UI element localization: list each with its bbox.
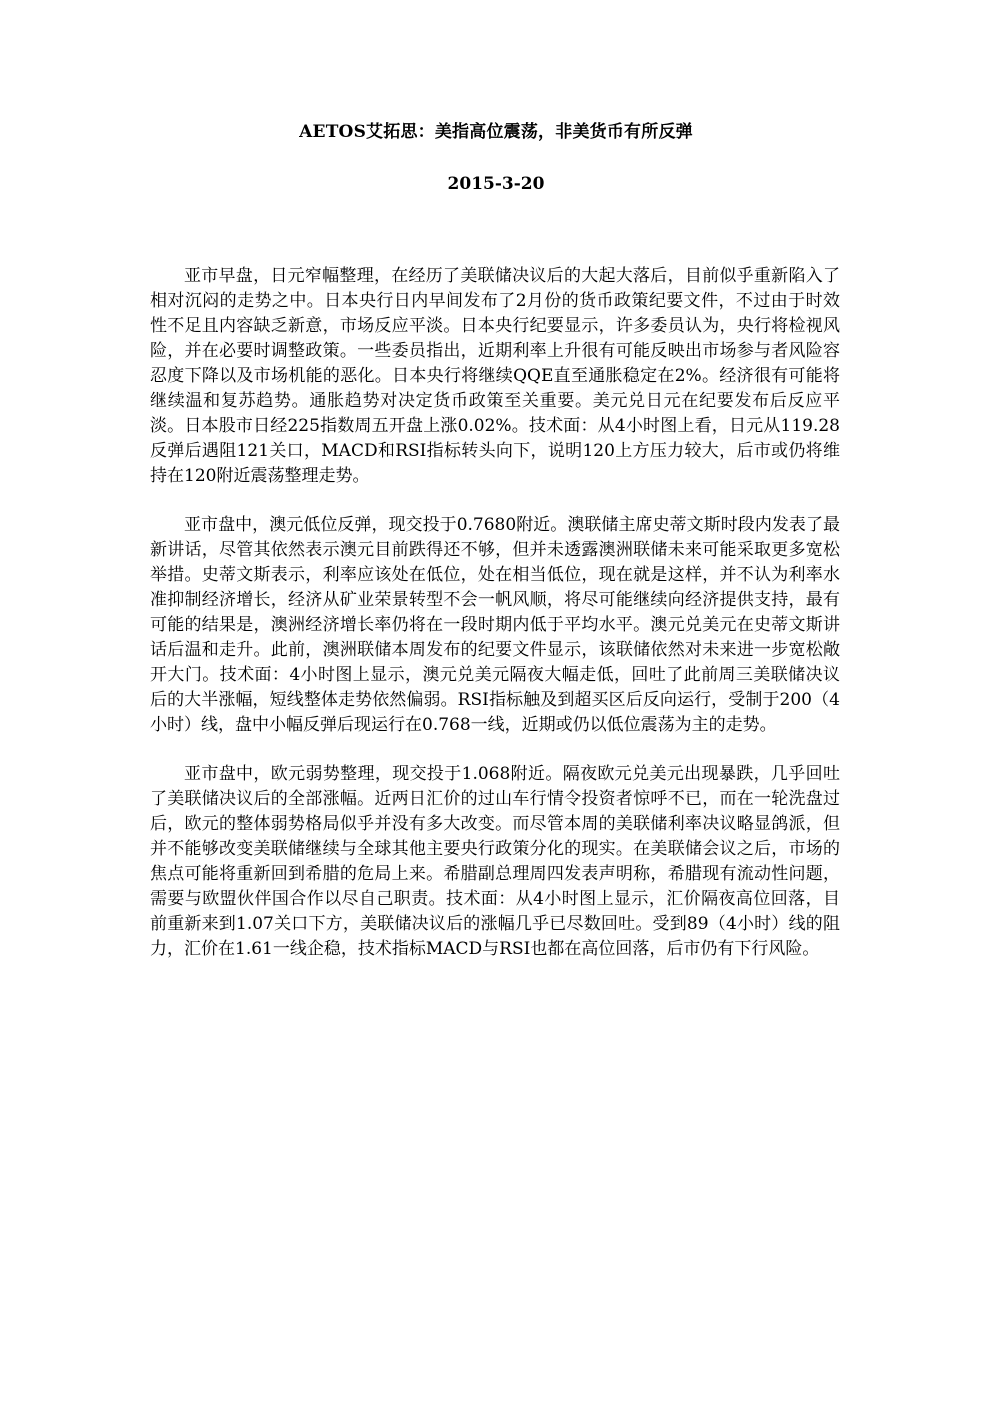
document-body	[150, 264, 840, 986]
paragraph-yen: 亚市早盘，日元窄幅整理，在经历了美联储决议后的大起大落后，目前似乎重新陷入了相对沉闷的走势之中。日本央行日内早间发布了2月份的货币政策纪要文件，不过由于时效性不足且内容缺乏新意，市场反应平淡。日本央行纪要显示，许多委员认为，央行将检视风险，并在必要时调整政策。一些委员指出，近期利率上升很有可能反映出市场参与者风险容忍度下降以及市场机能的恶化。日本央行将继续QQE直至通胀稳定在2%。经济很有可能将继续温和复苏趋势。通胀趋势对决定货币政策至关重要。美元兑日元在纪要发布后反应平淡。日本股市日经225指数周五开盘上涨0.02%。技术面：从4小时图上看，日元从119.28反弹后遇阻121关口，MACD和RSI指标转头向下，说明120上方压力较大，后市或仍将维持在120附近震荡整理走势。	[150, 266, 840, 486]
document-title: AETOS艾拓思：美指高位震荡，非美货币有所反弹	[299, 122, 693, 142]
paragraph-aud: 亚市盘中，澳元低位反弹，现交投于0.7680附近。澳联储主席史蒂文斯时段内发表了最新讲话，尽管其依然表示澳元目前跌得还不够，但并未透露澳洲联储未来可能采取更多宽松举措。史蒂文斯表示，利率应该处在低位，处在相当低位，现在就是这样，并不认为利率水准抑制经济增长，经济从矿业荣景转型不会一帆风顺，将尽可能继续向经济提供支持，最有可能的结果是，澳洲经济增长率仍将在一段时期内低于平均水平。澳元兑美元在史蒂文斯讲话后温和走升。此前，澳洲联储本周发布的纪要文件显示，该联储依然对未来进一步宽松敞开大门。技术面：4小时图上显示，澳元兑美元隔夜大幅走低，回吐了此前周三美联储决议后的大半涨幅，短线整体走势依然偏弱。RSI指标触及到超买区后反向运行，受制于200（4小时）线，盘中小幅反弹后现运行在0.768一线，近期或仍以低位震荡为主的走势。	[150, 515, 840, 735]
paragraph-eur: 亚市盘中，欧元弱势整理，现交投于1.068附近。隔夜欧元兑美元出现暴跌，几乎回吐了美联储决议后的全部涨幅。近两日汇价的过山车行情令投资者惊呼不已，而在一轮洗盘过后，欧元的整体弱势格局似乎并没有多大改变。而尽管本周的美联储利率决议略显鸽派，但并不能够改变美联储继续与全球其他主要央行政策分化的现实。在美联储会议之后，市场的焦点可能将重新回到希腊的危局上来。希腊副总理周四发表声明称，希腊现有流动性问题，需要与欧盟伙伴国合作以尽自己职责。技术面：从4小时图上显示，汇价隔夜高位回落，目前重新来到1.07关口下方，美联储决议后的涨幅几乎已尽数回吐。受到89（4小时）线的阻力，汇价在1.61一线企稳，技术指标MACD与RSI也都在高位回落，后市仍有下行风险。	[150, 764, 840, 959]
document-date: 2015-3-20	[447, 174, 545, 194]
